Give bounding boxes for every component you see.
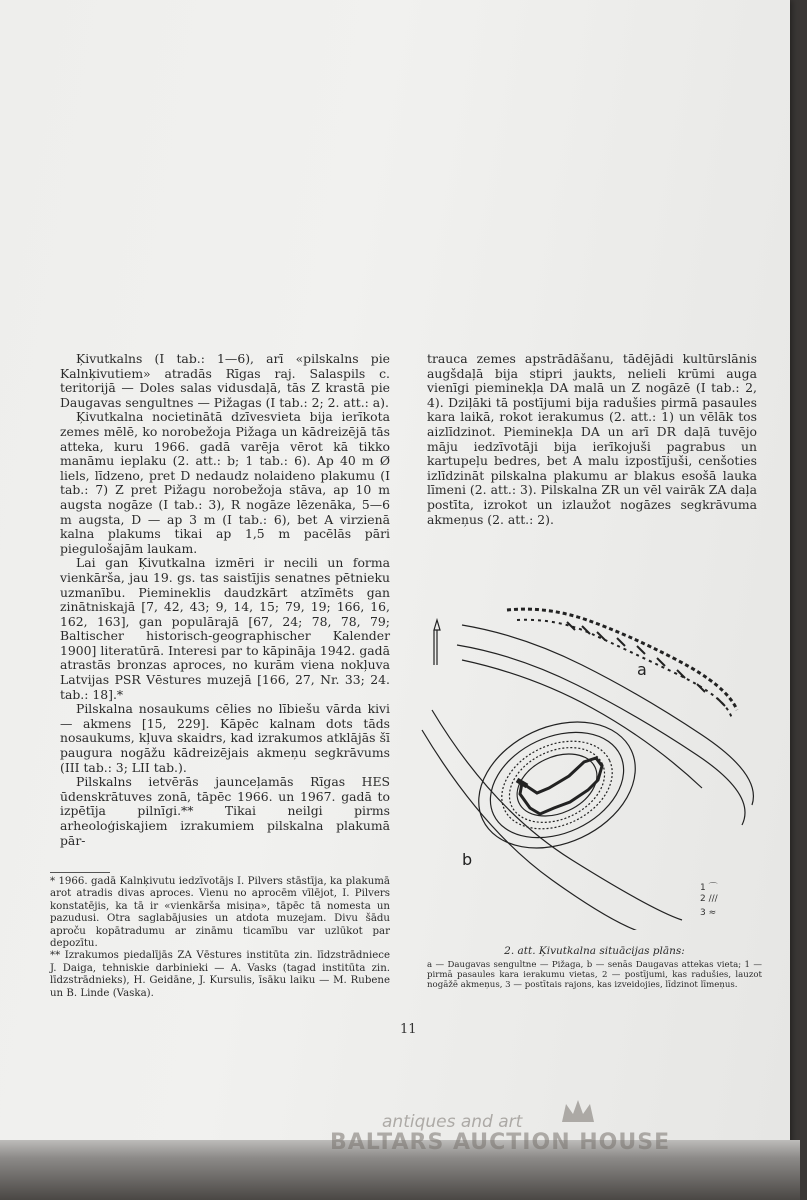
watermark-line-1: antiques and art [382, 1112, 523, 1132]
trench-symbol-icon: ⌒ [708, 883, 718, 893]
legend-item-2: 2 [700, 894, 706, 904]
north-arrow-icon [434, 620, 440, 665]
hillfort-contours [458, 698, 656, 872]
paragraph: Ķivutkalns (I tab.: 1—6), arī «pilskalns pie Kalnķivutiem» atradās Rīgas raj. Salaspils c. teritorijā — Doles salas vidusdaļā, tās Z krastā pie Daugavas sengultnes — Pižagas (I tab.: 2; 2. att.: a). [60, 351, 390, 410]
label-b: b [462, 850, 473, 869]
page-number: 11 [400, 1022, 417, 1037]
footnote: ** Izrakumos piedalījās ZA Vēstures institūta zin. līdzstrādniece J. Daiga, tehniskie darbinieki — A. Vasks (tagad institūta zin. līdzstrādnieks), H. Geidāne, J. Kursulis, īsāku laiku — M. Rubene un B. Linde (Vaska). [50, 950, 390, 999]
watermark-line-2: BALTARS AUCTION HOUSE [330, 1130, 671, 1155]
legend-item-3: 3 [700, 908, 706, 918]
legend-item-1: 1 [700, 883, 706, 893]
caption-text: a — Daugavas sengultne — Pižaga, b — senās Daugavas attekas vieta; 1 — pirmā pasaules kara ierakumu vietas, 2 — postījumi, kas radušies, lauzot nogāžē akmeņus, 3 — postītais rajons, kas izveidojies, līdzinot līmeņus. [427, 960, 762, 990]
paragraph: Pilskalns ietvērās jaunceļamās Rīgas HES ūdenskrātuves zonā, tāpēc 1966. un 1967. gadā to izpētīja pilnīgi.** Tikai neilgi pirms arheoloģiskajiem izrakumiem pilskalna plakumā pār- [60, 774, 390, 848]
crown-icon [560, 1098, 596, 1126]
levelled-area-icon: ≈ [708, 908, 717, 918]
trench-line [520, 758, 602, 814]
watermark [330, 1112, 730, 1155]
text-column-right [427, 352, 757, 527]
label-a: a [637, 660, 647, 679]
figure-legend [700, 880, 718, 922]
riverbank-hatching [507, 609, 737, 719]
footnotes [50, 872, 390, 1000]
footnote: * 1966. gadā Kalnķivutu iedzīvotājs I. Pilvers stāstīja, ka plakumā arot atradis divas aproces. Vienu no aprocēm vīlējot, I. Pilvers konstatējis, ka tā ir «vienkārša misiņa», tāpēc tā nomesta un pazudusi. Otra saglabājusies un atdota muzejam. Divu šādu aproču kopātradumu ar zināmu ticamību var uzlūkot par depozītu. [50, 876, 390, 950]
damage-symbol-icon: /// [708, 894, 718, 904]
footnote-rule [50, 872, 110, 873]
paragraph: Ķivutkalna nocietinātā dzīvesvieta bija ierīkota zemes mēlē, ko norobežoja Pižaga un kādreizējā tās atteka, kuru 1966. gadā varēja vērot kā tikko manāmu ieplaku (2. att.: b; 1 tab.: 6). Ap 40 m Ø liels, līdzeno, pret D nedaudz nolaideno plakumu (I tab.: 7) Z pret Pižagu norobežoja stāva, ap 10 m augsta nogāze (I tab.: 3), R nogāze lēzenāka, 5—6 m augsta, D — ap 3 m (I tab.: 6), bet A virzienā kalna plakums tikai ap 1,5 m pacēlās pāri piegulošajām laukam. [60, 409, 390, 556]
figure-caption [427, 945, 762, 990]
caption-title: 2. att. Ķivutkalna situācijas plāns: [504, 945, 685, 957]
paragraph: Pilskalna nosaukums cēlies no lībiešu vārda kivi — akmens [15, 229]. Kāpēc kalnam dots tāds nosaukums, kļuva skaidrs, kad izrakumos atklājās šī paugura nogāžu kādreizējais akmeņu segkrāvums (III tab.: 3; LII tab.). [60, 701, 390, 775]
paragraph: Lai gan Ķivutkalna izmēri ir necili un forma vienkārša, jau 19. gs. tas saistījis senatnes pētnieku uzmanību. Piemineklis daudzkārt atzīmēts gan zinātniskajā [7, 42, 43; 9, 14, 15; 79, 19; 166, 16, 162, 163], gan populārajā [67, 24; 78, 78, 79; Baltischer historisch-geographischer Kalender 1900] literatūrā. Interesi par to kāpināja 1942. gadā atrastās bronzas aproces, no kurām viena nokļuva Latvijas PSR Vēstures muzejā [166, 27, Nr. 33; 24. tab.: 18].* [60, 555, 390, 702]
text-column-left [60, 352, 390, 848]
paragraph: trauca zemes apstrādāšanu, tādējādi kultūrslānis augšdaļā bija stipri jaukts, nelieli krūmi auga vienīgi pieminekļa DA malā un Z nogāzē (I tab.: 2, 4). Dziļāki tā postījumi bija radušies pirmā pasaules kara laikā, rokot ierakumus (2. att.: 1) un vēlāk tos aizlīdzinot. Pieminekļa DA un arī DR daļā tuvējo māju iedzīvotāji bija ierīkojuši pagrabus un kartupeļu bedres, bet A malu izpostījuši, cenšoties izlīdzināt pilskalna plakumu ar blakus esošā lauka līmeni (2. att.: 3). Pilskalna ZR un vēl vairāk ZA daļa postīta, izrokot un izlaužot nogāzes segkrāvuma akmeņus (2. att.: 2). [427, 351, 757, 527]
